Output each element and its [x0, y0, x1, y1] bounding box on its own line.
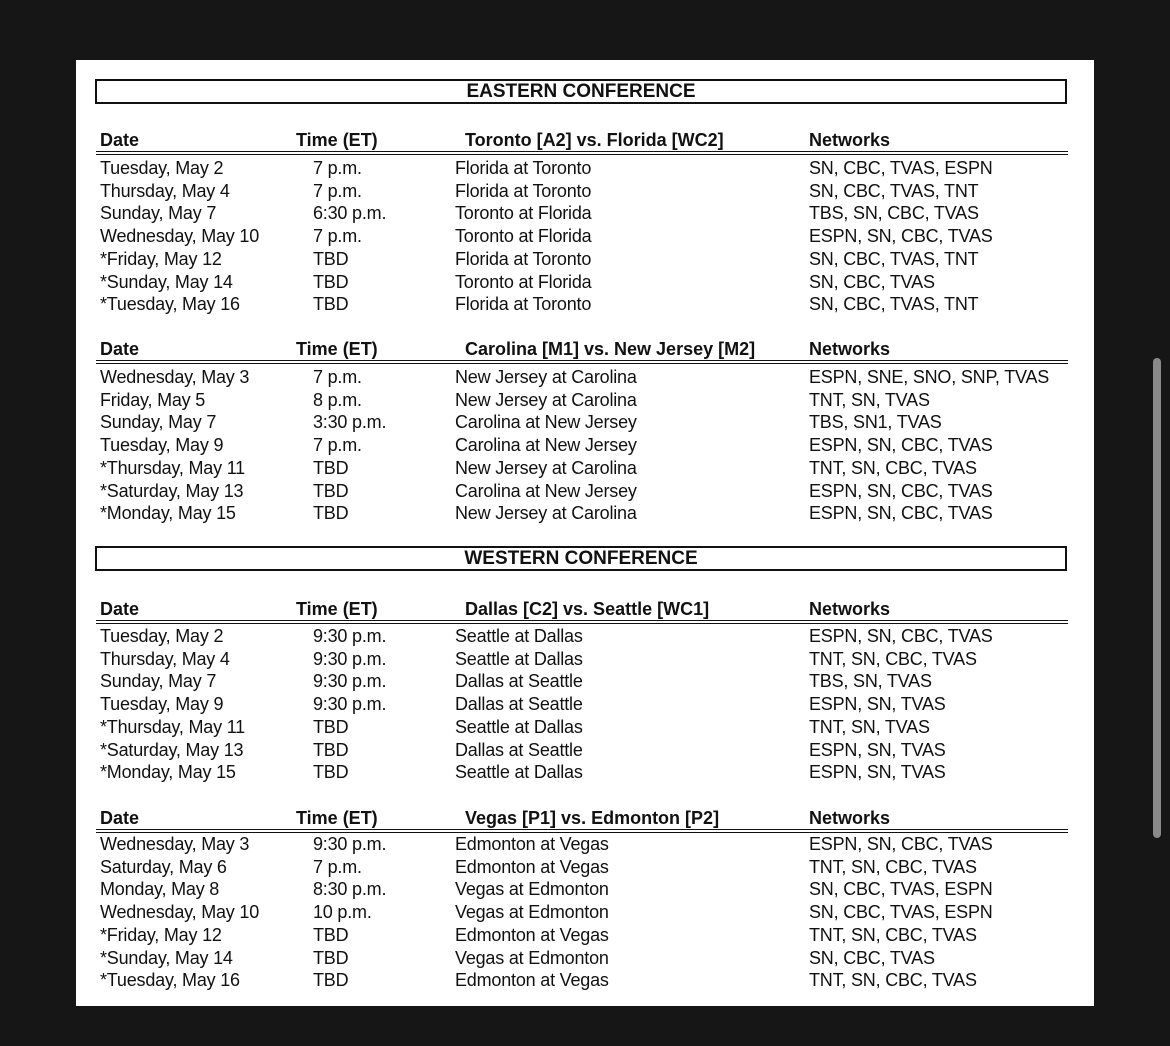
game-row — [96, 625, 1068, 647]
game-matchup: Vegas at Edmonton — [455, 947, 609, 968]
game-row — [96, 947, 1068, 969]
game-matchup: New Jersey at Carolina — [455, 367, 637, 387]
game-networks: ESPN, SN, CBC, TVAS — [809, 480, 993, 501]
game-date: Tuesday, May 9 — [100, 694, 224, 715]
game-row — [96, 434, 1068, 456]
game-matchup: Florida at Toronto — [455, 180, 592, 201]
header-time: Time (ET) — [296, 808, 378, 828]
game-row — [96, 248, 1068, 270]
header-date: Date — [100, 808, 140, 828]
game-matchup: Edmonton at Vegas — [455, 834, 609, 854]
game-time: 6:30 p.m. — [313, 203, 387, 224]
game-matchup: Toronto at Florida — [455, 271, 592, 292]
eastern-conference-title: EASTERN CONFERENCE — [95, 79, 1067, 104]
game-networks: ESPN, SNE, SNO, SNP, TVAS — [809, 367, 1050, 387]
game-time: 8 p.m. — [313, 389, 362, 410]
header-matchup: Vegas [P1] vs. Edmonton [P2] — [465, 808, 720, 828]
series-header — [96, 597, 1068, 621]
game-time: 7 p.m. — [313, 856, 362, 877]
game-networks: TNT, SN, TVAS — [809, 716, 930, 737]
game-matchup: Carolina at New Jersey — [455, 435, 637, 456]
game-row — [96, 457, 1068, 479]
game-date: Wednesday, May 10 — [100, 902, 260, 923]
game-row — [96, 366, 1068, 388]
game-date: *Tuesday, May 16 — [100, 970, 240, 991]
game-networks: SN, CBC, TVAS — [809, 271, 935, 292]
game-time: 9:30 p.m. — [313, 671, 387, 692]
game-row — [96, 856, 1068, 878]
header-date: Date — [100, 130, 140, 150]
game-networks: SN, CBC, TVAS, TNT — [809, 248, 979, 269]
game-time: 7 p.m. — [313, 180, 362, 201]
game-matchup: Dallas at Seattle — [455, 694, 583, 715]
vertical-scrollbar[interactable] — [1153, 358, 1161, 838]
header-double-rule — [96, 620, 1068, 624]
game-time: TBD — [313, 947, 349, 968]
series-header — [96, 128, 1068, 152]
game-date: *Friday, May 12 — [100, 248, 222, 269]
game-date: Sunday, May 7 — [100, 671, 217, 692]
game-row — [96, 693, 1068, 715]
header-networks: Networks — [809, 599, 891, 619]
game-networks: ESPN, SN, TVAS — [809, 762, 946, 783]
game-time: 9:30 p.m. — [313, 834, 387, 854]
game-time: 7 p.m. — [313, 226, 362, 247]
game-matchup: Dallas at Seattle — [455, 671, 583, 692]
game-time: 7 p.m. — [313, 435, 362, 456]
header-networks: Networks — [809, 339, 891, 359]
game-networks: SN, CBC, TVAS, TNT — [809, 294, 979, 315]
game-time: 9:30 p.m. — [313, 694, 387, 715]
game-time: 3:30 p.m. — [313, 412, 387, 433]
game-date: *Saturday, May 13 — [100, 739, 244, 760]
game-networks: ESPN, SN, CBC, TVAS — [809, 834, 993, 854]
header-double-rule — [96, 360, 1068, 364]
game-networks: TBS, SN, CBC, TVAS — [809, 203, 979, 224]
game-date: Wednesday, May 3 — [100, 834, 250, 854]
game-matchup: New Jersey at Carolina — [455, 457, 637, 478]
header-date: Date — [100, 599, 140, 619]
game-row — [96, 648, 1068, 670]
game-networks: SN, CBC, TVAS, ESPN — [809, 879, 993, 900]
game-time: TBD — [313, 457, 349, 478]
game-date: Thursday, May 4 — [100, 180, 230, 201]
game-date: *Sunday, May 14 — [100, 947, 233, 968]
game-date: Friday, May 5 — [100, 389, 206, 410]
game-matchup: Toronto at Florida — [455, 226, 592, 247]
game-matchup: Florida at Toronto — [455, 158, 592, 178]
game-matchup: Dallas at Seattle — [455, 739, 583, 760]
game-row — [96, 761, 1068, 783]
game-networks: SN, CBC, TVAS, ESPN — [809, 902, 993, 923]
game-row — [96, 739, 1068, 761]
game-row — [96, 969, 1068, 991]
game-date: *Thursday, May 11 — [100, 716, 245, 737]
game-row — [96, 480, 1068, 502]
series-header — [96, 337, 1068, 361]
header-matchup: Carolina [M1] vs. New Jersey [M2] — [465, 339, 756, 359]
game-row — [96, 924, 1068, 946]
series-header — [96, 806, 1068, 830]
game-row — [96, 901, 1068, 923]
header-date: Date — [100, 339, 140, 359]
game-matchup: Edmonton at Vegas — [455, 970, 609, 991]
game-time: TBD — [313, 924, 349, 945]
game-matchup: Carolina at New Jersey — [455, 412, 637, 433]
game-date: Saturday, May 6 — [100, 856, 227, 877]
western-conference-title: WESTERN CONFERENCE — [95, 546, 1067, 571]
game-time: TBD — [313, 503, 349, 524]
game-row — [96, 670, 1068, 692]
game-matchup: Edmonton at Vegas — [455, 924, 609, 945]
game-networks: TNT, SN, CBC, TVAS — [809, 457, 977, 478]
game-networks: ESPN, SN, TVAS — [809, 694, 946, 715]
game-networks: SN, CBC, TVAS — [809, 947, 935, 968]
game-networks: ESPN, SN, CBC, TVAS — [809, 626, 993, 646]
game-matchup: New Jersey at Carolina — [455, 389, 637, 410]
game-date: Monday, May 8 — [100, 879, 220, 900]
game-time: 7 p.m. — [313, 158, 362, 178]
game-date: Wednesday, May 10 — [100, 226, 260, 247]
game-date: *Monday, May 15 — [100, 762, 236, 783]
header-double-rule — [96, 151, 1068, 155]
game-row — [96, 202, 1068, 224]
game-matchup: New Jersey at Carolina — [455, 503, 637, 524]
game-networks: TNT, SN, TVAS — [809, 389, 930, 410]
game-networks: ESPN, SN, CBC, TVAS — [809, 226, 993, 247]
game-date: *Thursday, May 11 — [100, 457, 245, 478]
game-networks: ESPN, SN, TVAS — [809, 739, 946, 760]
game-row — [96, 225, 1068, 247]
game-networks: SN, CBC, TVAS, ESPN — [809, 158, 993, 178]
game-date: Tuesday, May 2 — [100, 158, 224, 178]
game-date: Thursday, May 4 — [100, 648, 230, 669]
header-networks: Networks — [809, 130, 891, 150]
game-time: TBD — [313, 480, 349, 501]
game-row — [96, 180, 1068, 202]
game-matchup: Seattle at Dallas — [455, 716, 583, 737]
game-networks: TBS, SN1, TVAS — [809, 412, 942, 433]
header-matchup: Toronto [A2] vs. Florida [WC2] — [465, 130, 724, 150]
game-date: *Friday, May 12 — [100, 924, 222, 945]
game-date: Sunday, May 7 — [100, 412, 217, 433]
game-time: 8:30 p.m. — [313, 879, 387, 900]
game-time: 9:30 p.m. — [313, 648, 387, 669]
header-time: Time (ET) — [296, 339, 378, 359]
header-time: Time (ET) — [296, 599, 378, 619]
header-networks: Networks — [809, 808, 891, 828]
game-time: 10 p.m. — [313, 902, 372, 923]
game-date: Tuesday, May 9 — [100, 435, 224, 456]
game-date: Tuesday, May 2 — [100, 626, 224, 646]
game-time: TBD — [313, 762, 349, 783]
game-date: *Monday, May 15 — [100, 503, 236, 524]
game-date: Sunday, May 7 — [100, 203, 217, 224]
game-matchup: Edmonton at Vegas — [455, 856, 609, 877]
game-networks: ESPN, SN, CBC, TVAS — [809, 503, 993, 524]
game-row — [96, 716, 1068, 738]
game-row — [96, 502, 1068, 524]
game-matchup: Florida at Toronto — [455, 294, 592, 315]
game-time: 9:30 p.m. — [313, 626, 387, 646]
schedule-document — [76, 60, 1094, 1006]
game-matchup: Vegas at Edmonton — [455, 902, 609, 923]
header-time: Time (ET) — [296, 130, 378, 150]
game-matchup: Seattle at Dallas — [455, 626, 583, 646]
game-time: TBD — [313, 294, 349, 315]
game-matchup: Florida at Toronto — [455, 248, 592, 269]
header-matchup: Dallas [C2] vs. Seattle [WC1] — [465, 599, 710, 619]
game-networks: TNT, SN, CBC, TVAS — [809, 924, 977, 945]
game-date: *Tuesday, May 16 — [100, 294, 240, 315]
game-matchup: Seattle at Dallas — [455, 762, 583, 783]
game-row — [96, 833, 1068, 855]
game-row — [96, 389, 1068, 411]
game-networks: TNT, SN, CBC, TVAS — [809, 856, 977, 877]
game-date: *Sunday, May 14 — [100, 271, 233, 292]
game-matchup: Carolina at New Jersey — [455, 480, 637, 501]
game-row — [96, 293, 1068, 315]
game-time: 7 p.m. — [313, 367, 362, 387]
game-row — [96, 271, 1068, 293]
game-time: TBD — [313, 739, 349, 760]
game-time: TBD — [313, 271, 349, 292]
game-date: Wednesday, May 3 — [100, 367, 250, 387]
game-row — [96, 157, 1068, 179]
game-matchup: Vegas at Edmonton — [455, 879, 609, 900]
game-row — [96, 411, 1068, 433]
game-time: TBD — [313, 248, 349, 269]
game-networks: SN, CBC, TVAS, TNT — [809, 180, 979, 201]
game-networks: TBS, SN, TVAS — [809, 671, 932, 692]
game-networks: TNT, SN, CBC, TVAS — [809, 970, 977, 991]
game-time: TBD — [313, 716, 349, 737]
game-matchup: Toronto at Florida — [455, 203, 592, 224]
game-row — [96, 878, 1068, 900]
game-time: TBD — [313, 970, 349, 991]
game-date: *Saturday, May 13 — [100, 480, 244, 501]
game-networks: TNT, SN, CBC, TVAS — [809, 648, 977, 669]
game-matchup: Seattle at Dallas — [455, 648, 583, 669]
game-networks: ESPN, SN, CBC, TVAS — [809, 435, 993, 456]
